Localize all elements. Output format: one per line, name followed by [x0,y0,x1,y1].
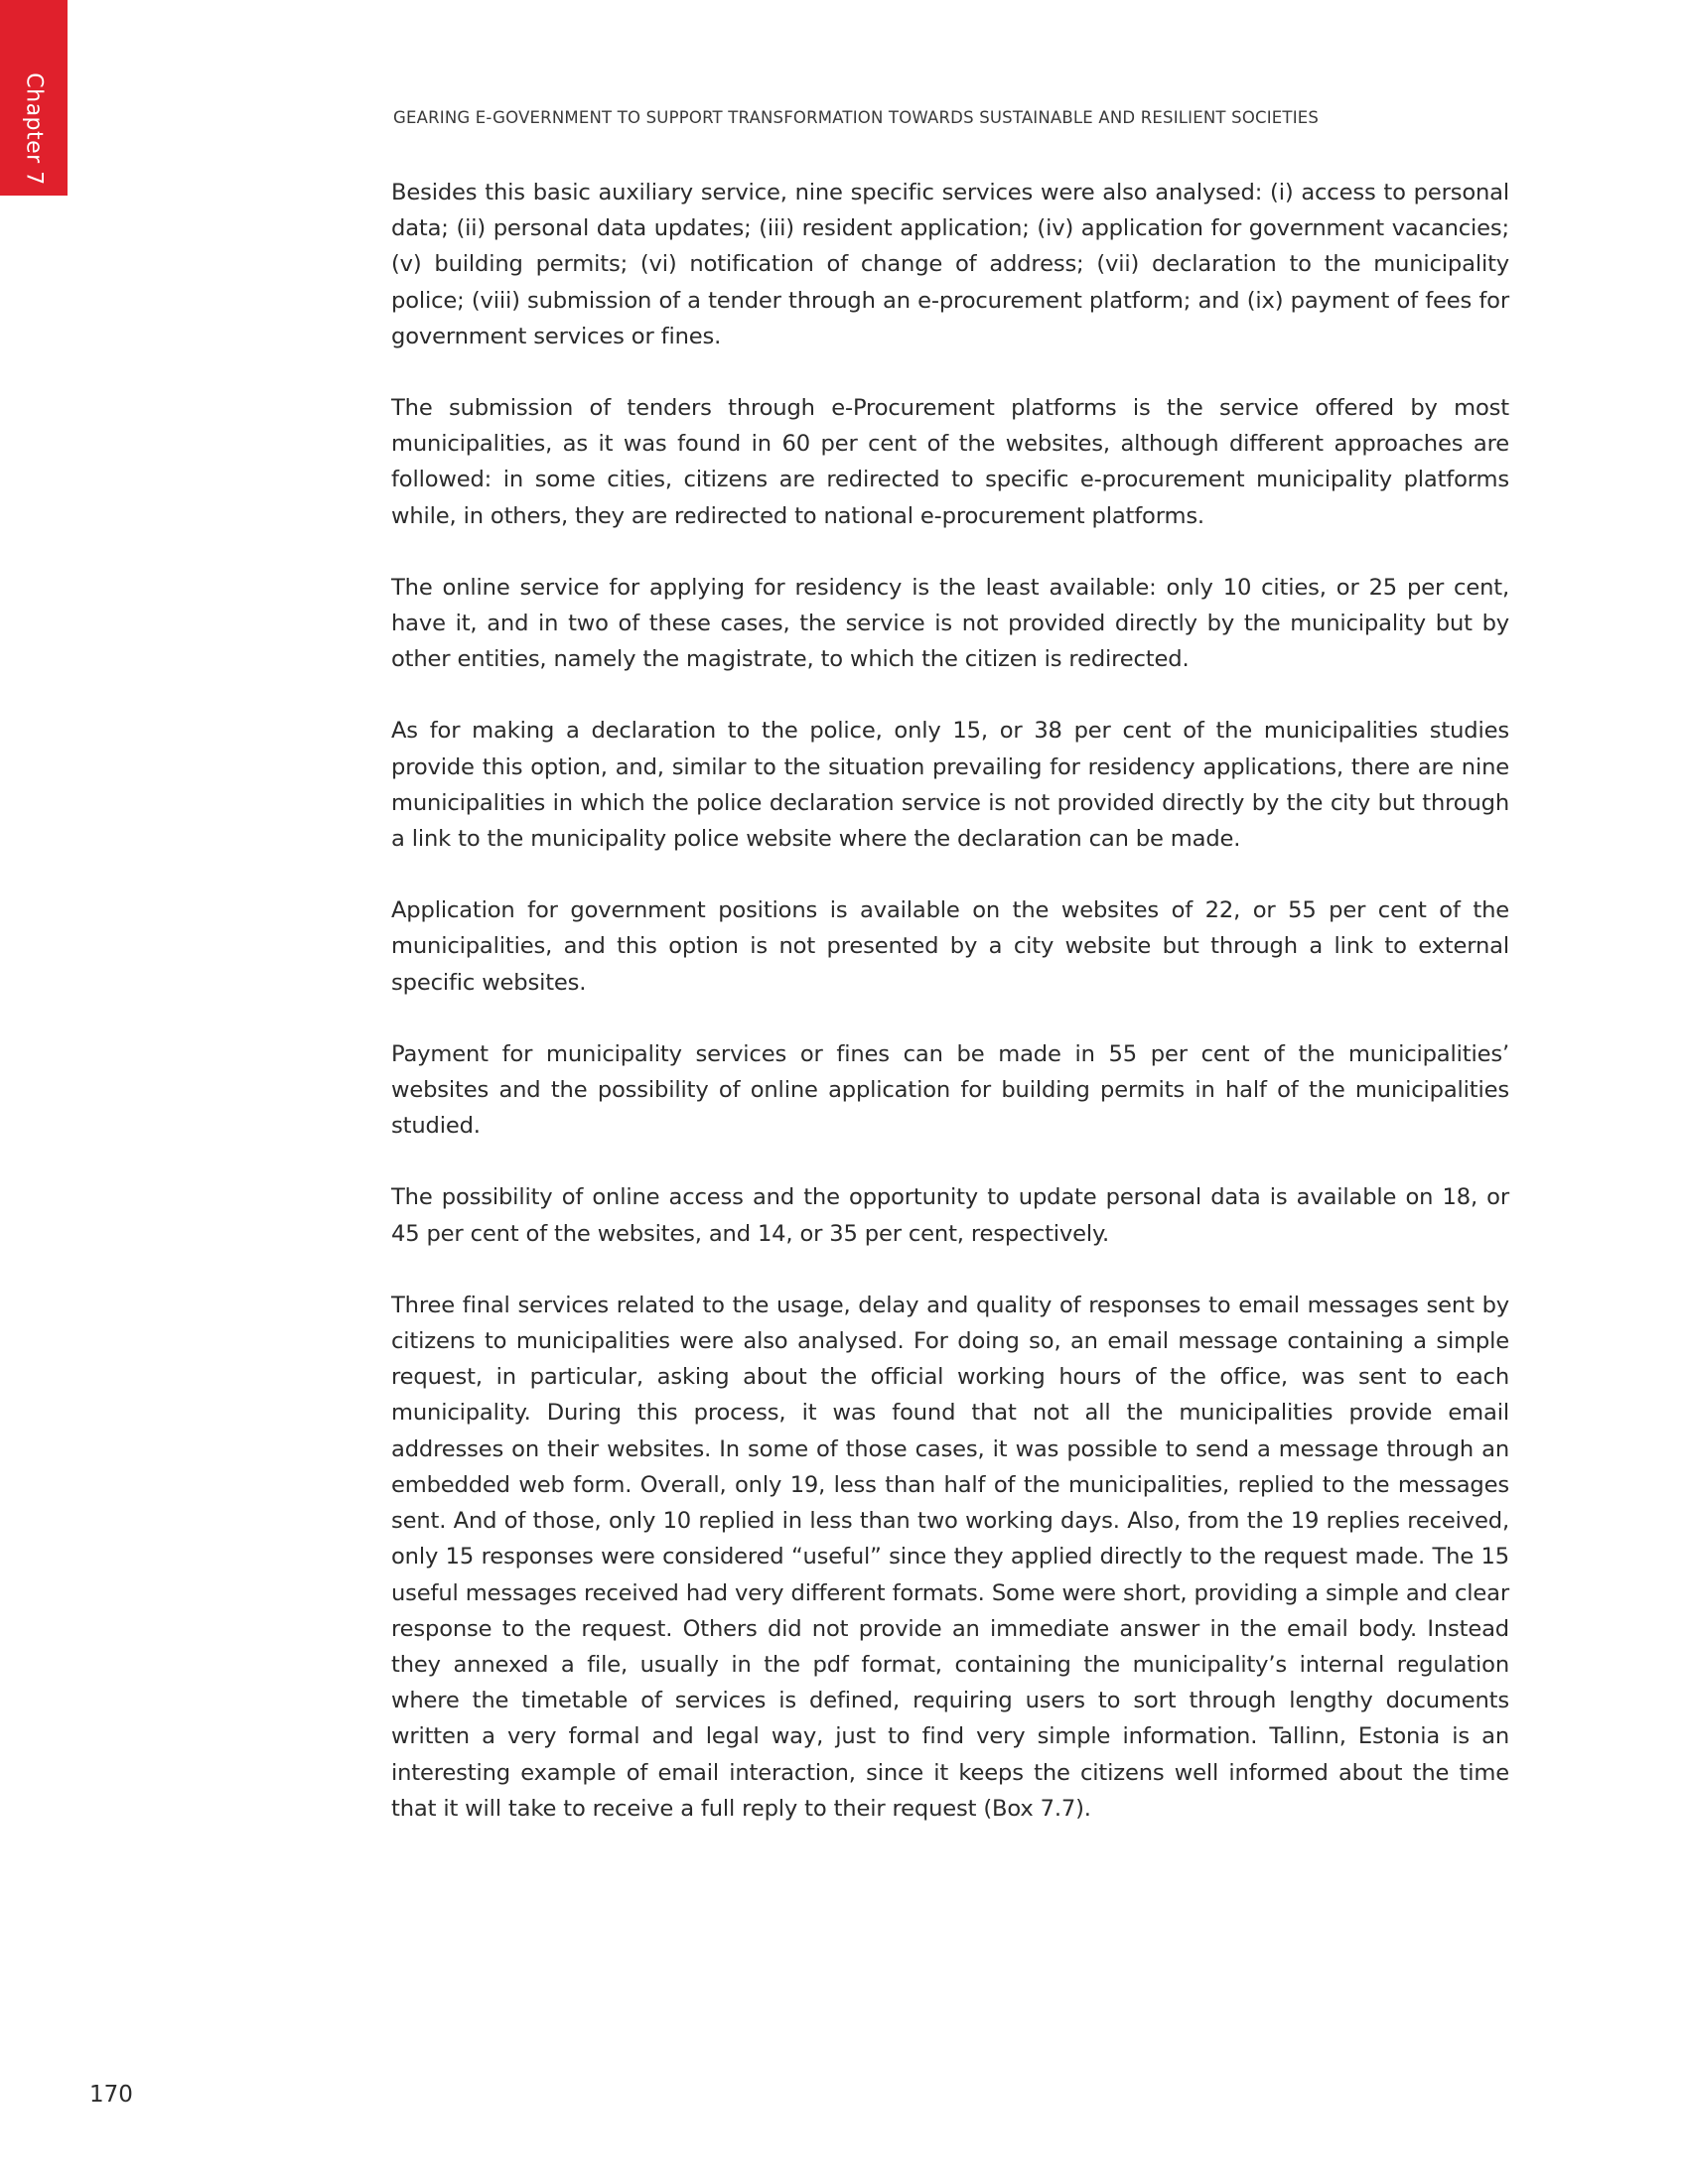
paragraph-government-positions: Application for government positions is available on the websites of 22, or 55 per cent of the municipalities, and this option is not presented by a city website but through a link to external specific websites. [391,897,1509,996]
paragraph-e-procurement: The submission of tenders through e-Procurement platforms is the service offered by most municipalities, as it was found in 60 per cent of the websites, although different approaches are followed: in some cities, citizens are redirected to specific e-procurement municipality platforms while, in others, they are redirected to national e-procurement platforms. [391,395,1509,529]
paragraph-payments-permits: Payment for municipality services or fines can be made in 55 per cent of the municipalities’ websites and the possibility of online application for building permits in half of the municipalities studied. [391,1040,1509,1140]
paragraph-personal-data: The possibility of online access and the opportunity to update personal data is available on 18, or 45 per cent of the websites, and 14, or 35 per cent, respectively. [391,1184,1509,1247]
chapter-tab [0,0,68,196]
page-number: 170 [89,2082,133,2108]
paragraph-email-responses: Three final services related to the usage, delay and quality of responses to email messages sent by citizens to municipalities were also analysed. For doing so, an email message containing a simple request, in particular, asking about the official working hours of the office, was sent to each municipality. During this process, it was found that not all the municipalities provide email addresses on their websites. In some of those cases, it was possible to send a message through an embedded web form. Overall, only 19, less than half of the municipalities, replied to the messages sent. And of those, only 10 replied in less than two working days. Also, from the 19 replies received, only 15 responses were considered “useful” since they applied directly to the request made. The 15 useful messages received had very different formats. Some were short, providing a simple and clear response to the request. Others did not provide an immediate answer in the email body. Instead they annexed a file, usually in the pdf format, containing the municipality’s internal regulation where the timetable of services is defined, requiring users to sort through lengthy documents written a very formal and legal way, just to find very simple information. Tallinn, Estonia is an interesting example of email interaction, since it keeps the citizens well informed about the time that it will take to receive a full reply to their request (Box 7.7). [391,1292,1509,1822]
paragraph-residency: The online service for applying for residency is the least available: only 10 cities, or 25 per cent, have it, and in two of these cases, the service is not provided directly by the municipality but by other entities, namely the magistrate, to which the citizen is redirected. [391,574,1509,673]
body-text [391,175,1509,1862]
chapter-label: Chapter 7 [21,72,47,186]
paragraph-police-declaration: As for making a declaration to the police, only 15, or 38 per cent of the municipalities studies provide this option, and, similar to the situation prevailing for residency applications, there are nine municipalities in which the police declaration service is not provided directly by the city but through a link to the municipality police website where the declaration can be made. [391,718,1509,853]
paragraph-services-list: Besides this basic auxiliary service, nine specific services were also analysed: (i) access to personal data; (ii) personal data updates; (iii) resident application; (iv) application for government vacancies; (v) building permits; (vi) notification of change of address; (vii) declaration to the municipality police; (viii) submission of a tender through an e-procurement platform; and (ix) payment of fees for government services or fines. [391,180,1509,349]
running-header: GEARING E-GOVERNMENT TO SUPPORT TRANSFORMATION TOWARDS SUSTAINABLE AND RESILIENT SOCIETIES [393,108,1320,127]
